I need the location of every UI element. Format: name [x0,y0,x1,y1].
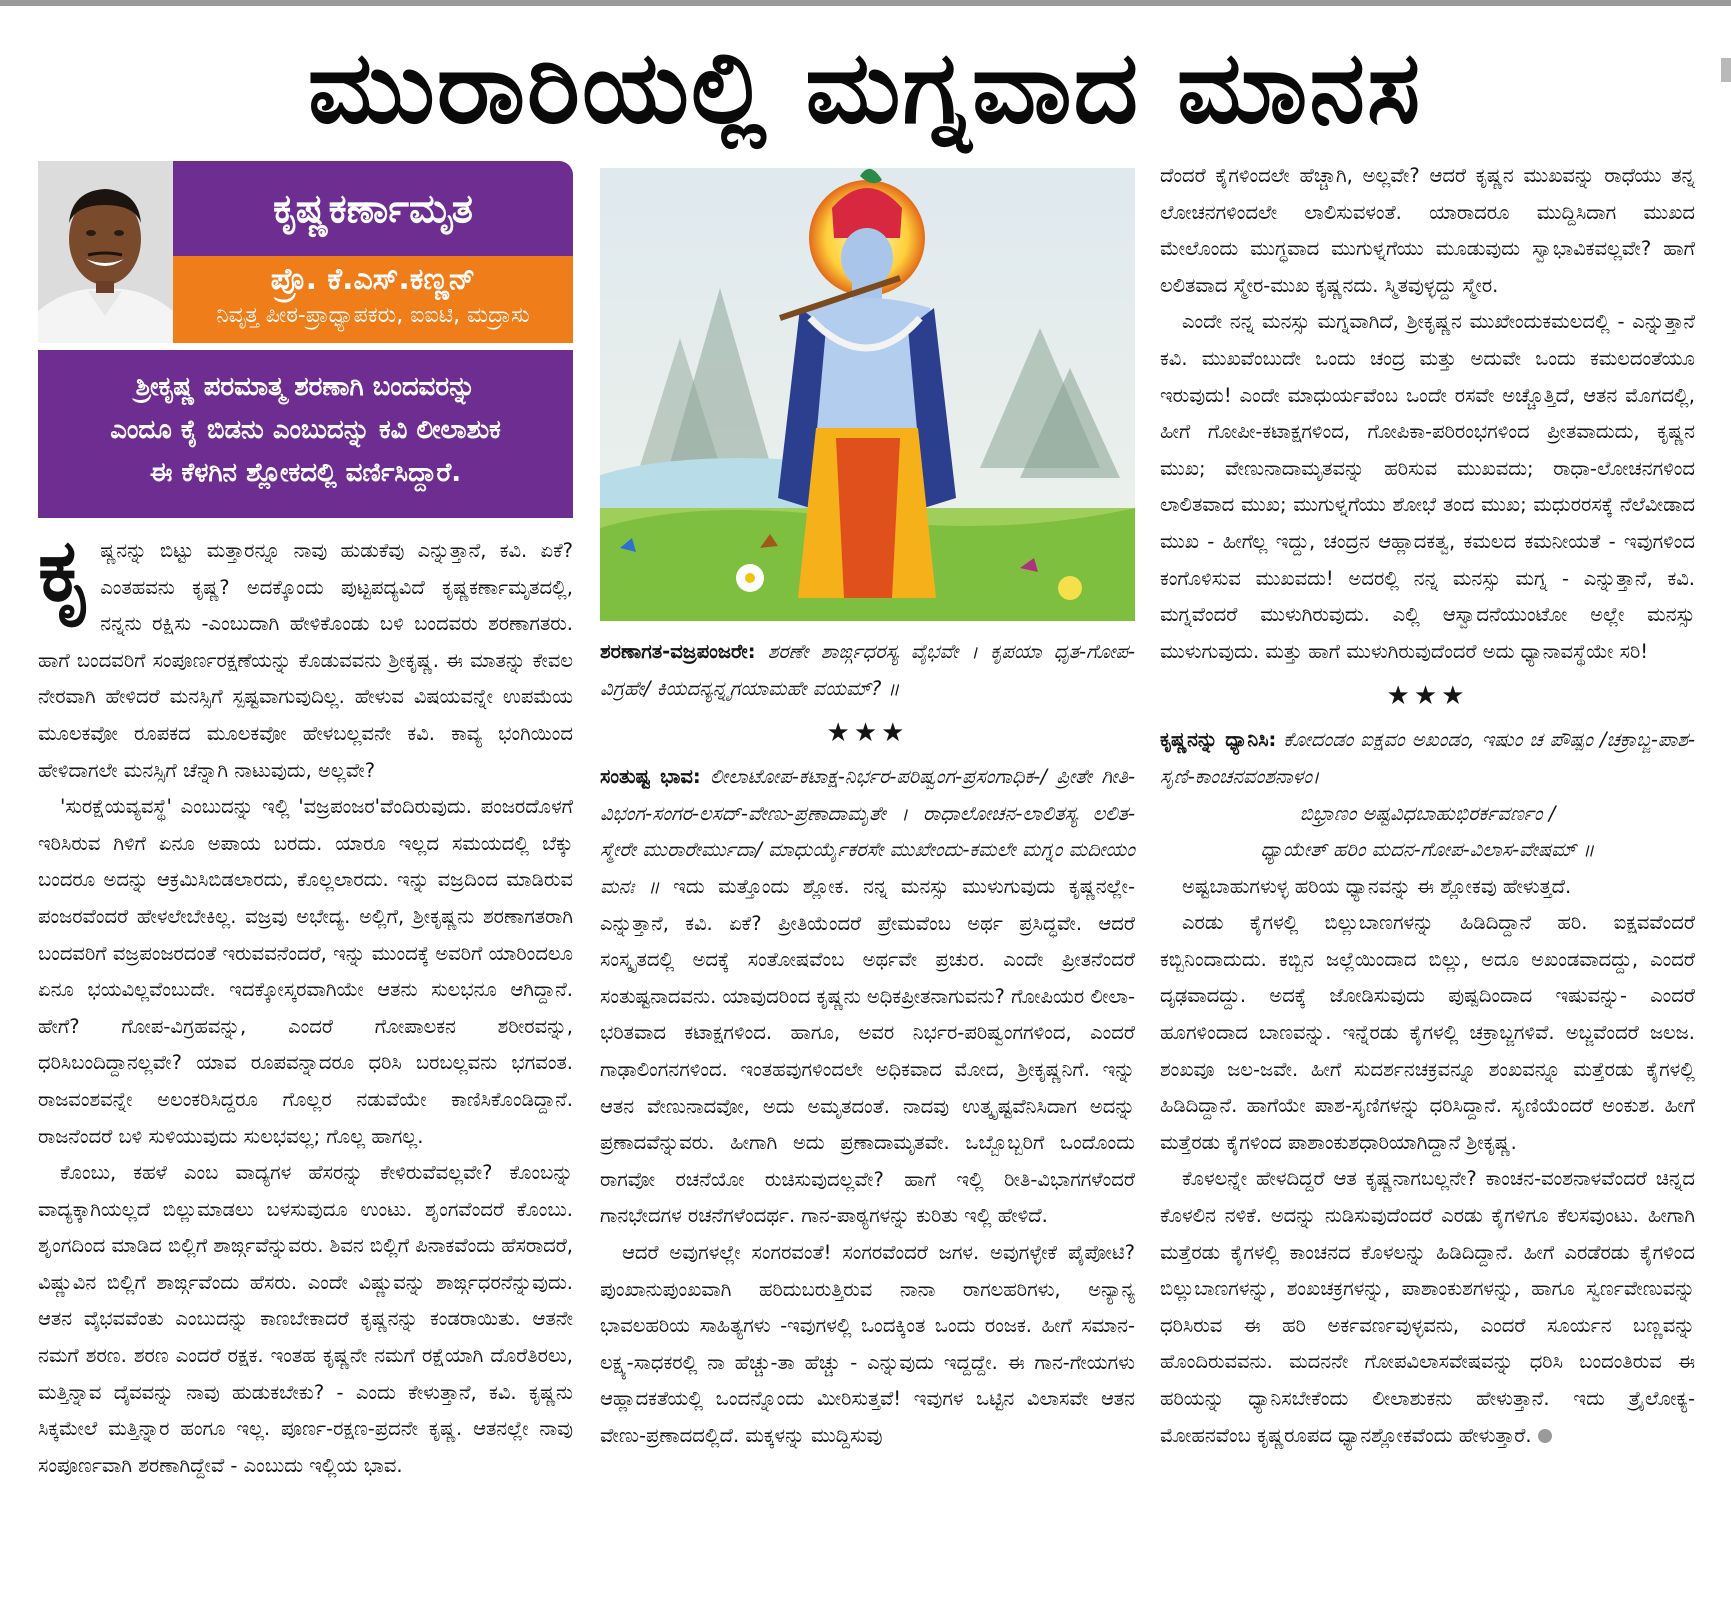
intro-box [38,350,573,518]
verse-3 [1160,722,1695,795]
verse-1-text: ಶರಣೇ ಶಾರ್ಙ್ಗಧರಸ್ಯ ವೈಭವೇ । ಕೃಪಯಾ ಧೃತ-ಗೋಪ-ವಿಗ್ರಹೇ/ ಕಿಯದನ್ಯನ್ನೃಗಯಾಮಹೇ ವಯಮ್? ॥ [600,640,1135,700]
author-name: ಪ್ರೊ. ಕೆ.ಎಸ್.ಕಣ್ಣನ್ [270,262,476,297]
verse-2-label: ಸಂತುಷ್ಟ ಭಾವ: [600,765,701,789]
verse-3-text-c: ಧ್ಯಾಯೇತ್ ಹರಿಂ ಮದನ-ಗೋಪ-ವಿಲಾಸ-ವೇಷಮ್ ॥ [1260,838,1595,862]
verse-1 [600,634,1135,707]
col3-paragraph-5 [1160,1161,1695,1454]
intro-line: ಈ ಕೆಳಗಿನ ಶ್ಲೋಕದಲ್ಲಿ ವರ್ಣಿಸಿದ್ದಾರೆ. [149,458,462,488]
edge-mark [1721,58,1731,82]
col3-paragraph-5-text: ಕೊಳಲನ್ನೇ ಹೇಳದಿದ್ದರೆ ಆತ ಕೃಷ್ಣನಾಗಬಲ್ಲನೇ? ಕಾಂಚನ-ವಂಶನಾಳವೆಂದರೆ ಚಿನ್ನದ ಕೊಳಲಿನ ನಳಿಕೆ. ಅದನ್ನು ನುಡಿಸುವುದೆಂದರೆ ಎರಡು ಕೈಗಳಿಗೂ ಕೆಲಸವುಂಟು. ಹೀಗಾಗಿ ಮತ್ತೆರಡು ಕೈಗಳಲ್ಲಿ ಕಾಂಚನದ ಕೊಳಲನ್ನು ಹಿಡಿದಿದ್ದಾನೆ. ಹೀಗೆ ಎರಡೆರಡು ಕೈಗಳಿಂದ ಬಿಲ್ಲುಬಾಣಗಳನ್ನು, ಶಂಖಚಕ್ರಗಳನ್ನು, ಪಾಶಾಂಕುಶಗಳನ್ನು, ಹಾಗೂ ಸ್ವರ್ಣವೇಣುವನ್ನು ಧರಿಸಿರುವ ಈ ಹರಿ ಅರ್ಕವರ್ಣವುಳ್ಳವನು, ಎಂದರೆ ಸೂರ್ಯನ ಬಣ್ಣವನ್ನು ಹೊಂದಿರುವವನು. ಮದನನೇ ಗೋಪವಿಲಾಸವೇಷವನ್ನು ಧರಿಸಿ ಬಂದಂತಿರುವ ಈ ಹರಿಯನ್ನು ಧ್ಯಾನಿಸಬೇಕೆಂದು ಲೀಲಾಶುಕನು ಹೇಳುತ್ತಾನೆ. ಇದು ತ್ರೈಲೋಕ್ಯ-ಮೋಹನವೆಂಬ ಕೃಷ್ಣರೂಪದ ಧ್ಯಾನಶ್ಲೋಕವೆಂದು ಹೇಳುತ್ತಾರೆ. [1160,1167,1695,1447]
col1-paragraph-1 [38,521,573,789]
col3-paragraph-2: ಎಂದೇ ನನ್ನ ಮನಸ್ಸು ಮಗ್ನವಾಗಿದೆ, ಶ್ರೀಕೃಷ್ಣನ ಮುಖೇಂದುಕಮಲದಲ್ಲಿ - ಎನ್ನುತ್ತಾನೆ ಕವಿ. ಮುಖವೆಂಬುದೇ ಒಂದು ಚಂದ್ರ ಮತ್ತು ಅದುವೇ ಒಂದು ಕಮಲದಂತೆಯೂ ಇರುವುದು! ಎಂದೇ ಮಾಧುರ್ಯವೆಂಬ ಒಂದೇ ರಸವೇ ಅಚ್ಚೊತ್ತಿದೆ, ಆತನ ಮೊಗದಲ್ಲಿ, ಹೀಗೆ ಗೋಪೀ-ಕಟಾಕ್ಷಗಳಿಂದ, ಗೋಪಿಕಾ-ಪರಿರಂಭಗಳಿಂದ ಪ್ರೀತವಾದುದು, ಕೃಷ್ಣನ ಮುಖ; ವೇಣುನಾದಾಮೃತವನ್ನು ಹರಿಸುವ ಮುಖವದು; ರಾಧಾ-ಲೋಚನಗಳಿಂದ ಲಾಲಿತವಾದ ಮುಖ; ಮುಗುಳ್ನಗೆಯು ಶೋಭೆ ತಂದ ಮುಖ; ಮಧುರರಸಕ್ಕೆ ನೆಲೆವೀಡಾದ ಮುಖ - ಹೀಗೆಲ್ಲ ಇದ್ದು, ಚಂದ್ರನ ಆಹ್ಲಾದಕತ್ವ, ಕಮಲದ ಕಮನೀಯತೆ - ಇವುಗಳಿಂದ ಕಂಗೊಳಿಸುವ ಮುಖವದು! ಅದರಲ್ಲಿ ನನ್ನ ಮನಸ್ಸು ಮಗ್ನ - ಎನ್ನುತ್ತಾನೆ, ಕವಿ. ಮಗ್ನವೆಂದರೆ ಮುಳುಗಿರುವುದು. ಎಲ್ಲಿ ಆಸ್ವಾದನೆಯುಂಟೋ ಅಲ್ಲೇ ಮನಸ್ಸು ಮುಳುಗುವುದು. ಮತ್ತು ಹಾಗೆ ಮುಳುಗಿರುವುದೆಂದರೆ ಅದು ಧ್ಯಾನಾವಸ್ಥೆಯೇ ಸರಿ! [1160,310,1695,663]
col2-paragraph-2: ಆದರೆ ಅವುಗಳಲ್ಲೇ ಸಂಗರವಂತೆ! ಸಂಗರವೆಂದರೆ ಜಗಳ. ಅವುಗಳ್ಳೇಕೆ ಪೈಪೋಟಿ? ಪುಂಖಾನುಪುಂಖವಾಗಿ ಹರಿದುಬರುತ್ತಿರುವ ನಾನಾ ರಾಗಲಹರಿಗಳು, ಅನ್ಯಾನ್ಯ ಭಾವಲಹರಿಯ ಸಾಹಿತ್ಯಗಳು -ಇವುಗಳಲ್ಲಿ ಒಂದಕ್ಕಿಂತ ಒಂದು ರಂಜಕ. ಹೀಗೆ ಸಮಾನ-ಲಕ್ಷ್ಯ-ಸಾಧಕರಲ್ಲಿ ನಾ ಹೆಚ್ಚು-ತಾ ಹೆಚ್ಚು - ಎನ್ನುವುದು ಇದ್ದದ್ದೇ. ಈ ಗಾನ-ಗೇಯಗಳು ಆಹ್ಲಾದಕತೆಯಲ್ಲಿ ಒಂದನ್ನೊಂದು ಮೀರಿಸುತ್ತವೆ! ಇವುಗಳ ಒಟ್ಟಿನ ವಿಲಾಸವೇ ಆತನ ವೇಣು-ಪ್ರಣಾದದಲ್ಲಿದೆ. ಮಕ್ಕಳನ್ನು ಮುದ್ದಿಸುವು [600,1240,1135,1447]
column-2 [600,634,1135,1454]
column-title: ಕೃಷ್ಣಕರ್ಣಾಮೃತ [173,161,573,256]
col3-paragraph-1: ದೆಂದರೆ ಕೈಗಳಿಂದಲೇ ಹೆಚ್ಚಾಗಿ, ಅಲ್ಲವೇ? ಆದರೆ ಕೃಷ್ಣನ ಮುಖವನ್ನು ರಾಧೆಯು ತನ್ನ ಲೋಚನಗಳಿಂದಲೇ ಲಾಲಿಸುವಳಂತೆ. ಯಾರಾದರೂ ಮುದ್ದಿಸಿದಾಗ ಮುಖದ ಮೇಲೊಂದು ಮುಗ್ಧವಾದ ಮುಗುಳ್ನಗೆಯು ಮೂಡುವುದು ಸ್ವಾಭಾವಿಕವಲ್ಲವೇ? ಹಾಗೆ ಲಲಿತವಾದ ಸ್ಮೇರ-ಮುಖ ಕೃಷ್ಣನದು. ಸ್ಮಿತವುಳ್ಳದ್ದು ಸ್ಮೇರ. [1160,164,1695,297]
author-photo [38,161,173,343]
author-band [173,256,573,343]
col1-paragraph-1-text: ಷ್ಣನನ್ನು ಬಿಟ್ಟು ಮತ್ತಾರನ್ನೂ ನಾವು ಹುಡುಕೆವು ಎನ್ನುತ್ತಾನೆ, ಕವಿ. ಏಕೆ? ಎಂತಹವನು ಕೃಷ್ಣ? ಅದಕ್ಕೊಂದು ಪುಟ್ಟಪದ್ಯವಿದೆ ಕೃಷ್ಣಕರ್ಣಾಮೃತದಲ್ಲಿ, ನನ್ನನು ರಕ್ಷಿಸು -ಎಂಬುದಾಗಿ ಹೇಳಿಕೊಂಡು ಬಳಿ ಬಂದವರು ಶರಣಾಗತರು. ಹಾಗೆ ಬಂದವರಿಗೆ ಸಂಪೂರ್ಣರಕ್ಷಣೆಯನ್ನು ಕೊಡುವವನು ಶ್ರೀಕೃಷ್ಣ. ಈ ಮಾತನ್ನು ಕೇವಲ ನೇರವಾಗಿ ಹೇಳಿದರೆ ಮನಸ್ಸಿಗೆ ಸ್ಪಷ್ಟವಾಗುವುದಿಲ್ಲ. ಹೇಳುವ ವಿಷಯವನ್ನೇ ಉಪಮೆಯ ಮೂಲಕವೋ ರೂಪಕದ ಮೂಲಕವೋ ಹೇಳಬಲ್ಲವನೇ ಕವಿ. ಕಾವ್ಯ ಭಂಗಿಯಿಂದ ಹೇಳಿದಾಗಲೇ ಮನಸ್ಸಿಗೆ ಚೆನ್ನಾಗಿ ನಾಟುವುದು, ಅಲ್ಲವೇ? [38,539,573,782]
end-mark-icon [1538,1429,1552,1443]
verse-3-label: ಕೃಷ್ಣನನ್ನು ಧ್ಯಾನಿಸಿ: [1160,728,1277,752]
col1-paragraph-2: 'ಸುರಕ್ಷೆಯವ್ಯವಸ್ಥೆ' ಎಂಬುದನ್ನು ಇಲ್ಲಿ 'ವಜ್ರಪಂಜರ'ವೆಂದಿರುವುದು. ಪಂಜರದೊಳಗೆ ಇರಿಸಿರುವ ಗಿಳಿಗೆ ಏನೂ ಅಪಾಯ ಬರದು. ಯಾರೂ ಇಲ್ಲದ ಸಮಯದಲ್ಲಿ ಬೆಕ್ಕು ಬಂದರೂ ಅದನ್ನು ಆಕ್ರಮಿಸಿಬಿಡಲಾರದು, ಕೊಲ್ಲಲಾರದು. ಇನ್ನು ವಜ್ರದಿಂದ ಮಾಡಿರುವ ಪಂಜರವೆಂದರೆ ಹೇಳಲೇಬೇಕಿಲ್ಲ. ವಜ್ರವು ಅಭೇದ್ಯ. ಅಲ್ಲಿಗೆ, ಶ್ರೀಕೃಷ್ಣನು ಶರಣಾಗತರಾಗಿ ಬಂದವರಿಗೆ ವಜ್ರಪಂಜರದಂತೆ ಇರುವವನೆಂದರೆ, ಇನ್ನು ಮುಂದಕ್ಕೆ ಅವರಿಗೆ ಯಾರಿಂದಲೂ ಏನೂ ಭಯವಿಲ್ಲವೆಂಬುದೇ. ಇದಕ್ಕೋಸ್ಕರವಾಗಿಯೇ ಆತನು ಸುಲಭನೂ ಆಗಿದ್ದಾನೆ. ಹೇಗೆ? ಗೋಪ-ವಿಗ್ರಹವನ್ನು, ಎಂದರೆ ಗೋಪಾಲಕನ ಶರೀರವನ್ನು, ಧರಿಸಿಬಂದಿದ್ದಾನಲ್ಲವೇ? ಯಾವ ರೂಪವನ್ನಾದರೂ ಧರಿಸಿ ಬರಬಲ್ಲವನು ಭಗವಂತ. ರಾಜವಂಶವನ್ನೇ ಅಲಂಕರಿಸಿದ್ದರೂ ಗೊಲ್ಲರ ನಡುವೆಯೇ ಕಾಣಿಸಿಕೊಂಡಿದ್ದಾನೆ. ರಾಜನೆಂದರೆ ಬಳಿ ಸುಳಿಯುವುದು ಸುಲಭವಲ್ಲ; ಗೊಲ್ಲ ಹಾಗಲ್ಲ. [38,795,573,1148]
dropcap: ಕೃ [38,521,93,621]
verse-2 [600,759,1135,1235]
column-1 [38,521,573,1484]
verse-3-text-a: ಕೋದಂಡಂ ಐಕ್ಷವಂ ಅಖಂಡಂ, ಇಷುಂ ಚ ಪೌಷ್ಪಂ /ಚಕ್ರಾಬ್ಜ-ಪಾಶ-ಸೃಣಿ-ಕಾಂಚನವಂಶನಾಳಂ। [1160,728,1695,788]
col3-paragraph-4: ಎರಡು ಕೈಗಳಲ್ಲಿ ಬಿಲ್ಲುಬಾಣಗಳನ್ನು ಹಿಡಿದಿದ್ದಾನೆ ಹರಿ. ಐಕ್ಷವವೆಂದರೆ ಕಬ್ಬಿನಿಂದಾದುದು. ಕಬ್ಬಿನ ಜಲ್ಲೆಯಿಂದಾದ ಬಿಲ್ಲು, ಅದೂ ಅಖಂಡವಾದದ್ದು, ಎಂದರೆ ದೃಢವಾದದ್ದು. ಅದಕ್ಕೆ ಜೋಡಿಸುವುದು ಪುಷ್ಪದಿಂದಾದ ಇಷುವನ್ನು- ಎಂದರೆ ಹೂಗಳಿಂದಾದ ಬಾಣವನ್ನು. ಇನ್ನೆರಡು ಕೈಗಳಲ್ಲಿ ಚಕ್ರಾಬ್ಜಗಳಿವೆ. ಅಬ್ಜವೆಂದರೆ ಜಲಜ. ಶಂಖವೂ ಜಲ-ಜವೇ. ಹೀಗೆ ಸುದರ್ಶನಚಕ್ರವನ್ನೂ ಶಂಖವನ್ನೂ ಮತ್ತೆರಡು ಕೈಗಳಲ್ಲಿ ಹಿಡಿದಿದ್ದಾನೆ. ಹಾಗೆಯೇ ಪಾಶ-ಸೃಣಿಗಳನ್ನು ಧರಿಸಿದ್ದಾನೆ. ಸೃಣಿಯೆಂದರೆ ಅಂಕುಶ. ಹೀಗೆ ಮತ್ತೆರಡು ಕೈಗಳಿಂದ ಪಾಶಾಂಕುಶಧಾರಿಯಾಗಿದ್ದಾನೆ ಶ್ರೀಕೃಷ್ಣ. [1160,911,1695,1154]
author-role: ನಿವೃತ್ತ ಪೀಠ-ಪ್ರಾಧ್ಯಾಪಕರು, ಐಐಟಿ, ಮದ್ರಾಸು [216,303,530,328]
col2-paragraph-1: ಇದು ಮತ್ತೊಂದು ಶ್ಲೋಕ. ನನ್ನ ಮನಸ್ಸು ಮುಳುಗುವುದು ಕೃಷ್ಣನಲ್ಲೇ- ಎನ್ನುತ್ತಾನೆ, ಕವಿ. ಏಕೆ? ಪ್ರೀತಿಯೆಂದರೆ ಪ್ರೇಮವೆಂಬ ಅರ್ಥ ಪ್ರಸಿದ್ಧವೇ. ಆದರೆ ಸಂಸ್ಕೃತದಲ್ಲಿ ಅದಕ್ಕೆ ಸಂತೋಷವೆಂಬ ಅರ್ಥವೇ ಪ್ರಚುರ. ಎಂದೇ ಪ್ರೀತನೆಂದರೆ ಸಂತುಷ್ಟನಾದವನು. ಯಾವುದರಿಂದ ಕೃಷ್ಣನು ಅಧಿಕಪ್ರೀತನಾಗುವನು? ಗೋಪಿಯರ ಲೀಲಾ-ಭರಿತವಾದ ಕಟಾಕ್ಷಗಳಿಂದ. ಹಾಗೂ, ಅವರ ನಿರ್ಭರ-ಪರಿಷ್ವಂಗಗಳಿಂದ, ಎಂದರೆ ಗಾಢಾಲಿಂಗನಗಳಿಂದ. ಇಂತಹವುಗಳಿಂದಲೇ ಅಧಿಕವಾದ ಮೋದ, ಶ್ರೀಕೃಷ್ಣನಿಗೆ. ಇನ್ನು ಆತನ ವೇಣುನಾದವೋ, ಅದು ಅಮೃತದಂತೆ. ನಾದವು ಉತ್ಕೃಷ್ಟವೆನಿಸಿದಾಗ ಅದನ್ನು ಪ್ರಣಾದವೆನ್ನುವರು. ಹೀಗಾಗಿ ಅದು ಪ್ರಣಾದಾಮೃತವೇ. ಒಬ್ಬೊಬ್ಬರಿಗೆ ಒಂದೊಂದು ರಾಗವೋ ರಚನೆಯೋ ರುಚಿಸುವುದಲ್ಲವೇ? ಹಾಗೆ ಇಲ್ಲಿ ರೀತಿ-ವಿಭಾಗಗಳೆಂದರೆ ಗಾನಭೇದಗಳ ರಚನೆಗಳೆಂದರ್ಥ. ಗಾನ-ಪಾಠ್ಯಗಳನ್ನು ಕುರಿತು ಇಲ್ಲಿ ಹೇಳಿದೆ. [600,874,1135,1228]
krishna-illustration [600,168,1135,621]
verse-2-text: ಲೀಲಾಟೋಪ-ಕಟಾಕ್ಷ-ನಿರ್ಭರ-ಪರಿಷ್ವಂಗ-ಪ್ರಸಂಗಾಧಿಕ-/ ಪ್ರೀತೇ ಗೀತಿ-ವಿಭಂಗ-ಸಂಗರ-ಲಸದ್-ವೇಣು-ಪ್ರಣಾದಾಮೃತೇ । ರಾಧಾಲೋಚನ-ಲಾಲಿತಸ್ಯ ಲಲಿತ-ಸ್ಮೇರೇ ಮುರಾರೇರ್ಮುದಾ/ ಮಾಧುರ್ಯೈಕರಸೇ ಮುಖೇಂದು-ಕಮಲೇ ಮಗ್ನಂ ಮದೀಯಂ ಮನಃ ॥ [600,765,1135,898]
verse-3-text-b: ಬಿಭ್ರಾಣಂ ಅಷ್ಟವಿಧಬಾಹುಭಿರರ್ಕವರ್ಣಂ / [1299,801,1556,825]
col3-paragraph-3: ಅಷ್ಟಬಾಹುಗಳುಳ್ಳ ಹರಿಯ ಧ್ಯಾನವನ್ನು ಈ ಶ್ಲೋಕವು ಹೇಳುತ್ತದೆ. [1182,874,1572,898]
headline: ಮುರಾರಿಯಲ್ಲಿ ಮಗ್ನವಾದ ಮಾನಸ [307,29,1423,146]
star-divider: ★★★ [826,718,909,749]
col1-paragraph-3: ಕೊಂಬು, ಕಹಳೆ ಎಂಬ ವಾದ್ಯಗಳ ಹೆಸರನ್ನು ಕೇಳಿರುವೆವಲ್ಲವೇ? ಕೊಂಬನ್ನು ವಾದ್ಯಕ್ಕಾಗಿಯಲ್ಲದೆ ಬಿಲ್ಲುಮಾಡಲು ಬಳಸುವುದೂ ಉಂಟು. ಶೃಂಗವೆಂದರೆ ಕೊಂಬು. ಶೃಂಗದಿಂದ ಮಾಡಿದ ಬಿಲ್ಲಿಗೆ ಶಾರ್ಙ್ಗವೆನ್ನುವರು. ಶಿವನ ಬಿಲ್ಲಿಗೆ ಪಿನಾಕವೆಂದು ಹೆಸರಾದರೆ, ವಿಷ್ಣುವಿನ ಬಿಲ್ಲಿಗೆ ಶಾರ್ಙ್ಗವೆಂದು ಹೆಸರು. ಎಂದೇ ವಿಷ್ಣುವನ್ನು ಶಾರ್ಙ್ಗಧರನೆನ್ನುವುದು. ಆತನ ವೈಭವವೆಂತು ಎಂಬುದನ್ನು ಕಾಣಬೇಕಾದರೆ ಕೃಷ್ಣನನ್ನು ಕಂಡರಾಯಿತು. ಆತನೇ ನಮಗೆ ಶರಣ. ಶರಣ ಎಂದರೆ ರಕ್ಷಕ. ಇಂತಹ ಕೃಷ್ಣನೇ ನಮಗೆ ರಕ್ಷೆಯಾಗಿ ದೊರೆತಿರಲು, ಮತ್ತಿನ್ನಾವ ದೈವವನ್ನು ನಾವು ಹುಡುಕಬೇಕು? - ಎಂದು ಕೇಳುತ್ತಾನೆ, ಕವಿ. ಕೃಷ್ಣನು ಸಿಕ್ಕಮೇಲೆ ಮತ್ತಿನ್ನಾರ ಹಂಗೂ ಇಲ್ಲ. ಪೂರ್ಣ-ರಕ್ಷಣ-ಪ್ರದನೇ ಕೃಷ್ಣ. ಆತನಲ್ಲೇ ನಾವು ಸಂಪೂರ್ಣವಾಗಿ ಶರಣಾಗಿದ್ದೇವೆ - ಎಂಬುದು ಇಲ್ಲಿಯ ಭಾವ. [38,1161,573,1477]
author-box [38,161,573,343]
column-3 [1160,158,1695,1454]
author-portrait-image [38,161,173,343]
intro-line: ಶ್ರೀಕೃಷ್ಣ ಪರಮಾತ್ಮ ಶರಣಾಗಿ ಬಂದವರನ್ನು [135,372,476,402]
krishna-image [600,168,1135,621]
star-divider: ★★★ [1386,681,1469,712]
verse-1-label: ಶರಣಾಗತ-ವಜ್ರಪಂಜರೇ: [600,640,756,663]
top-rule [0,0,1731,6]
intro-line: ಎಂದೂ ಕೈ ಬಿಡನು ಎಂಬುದನ್ನು ಕವಿ ಲೀಲಾಶುಕ [110,415,501,445]
